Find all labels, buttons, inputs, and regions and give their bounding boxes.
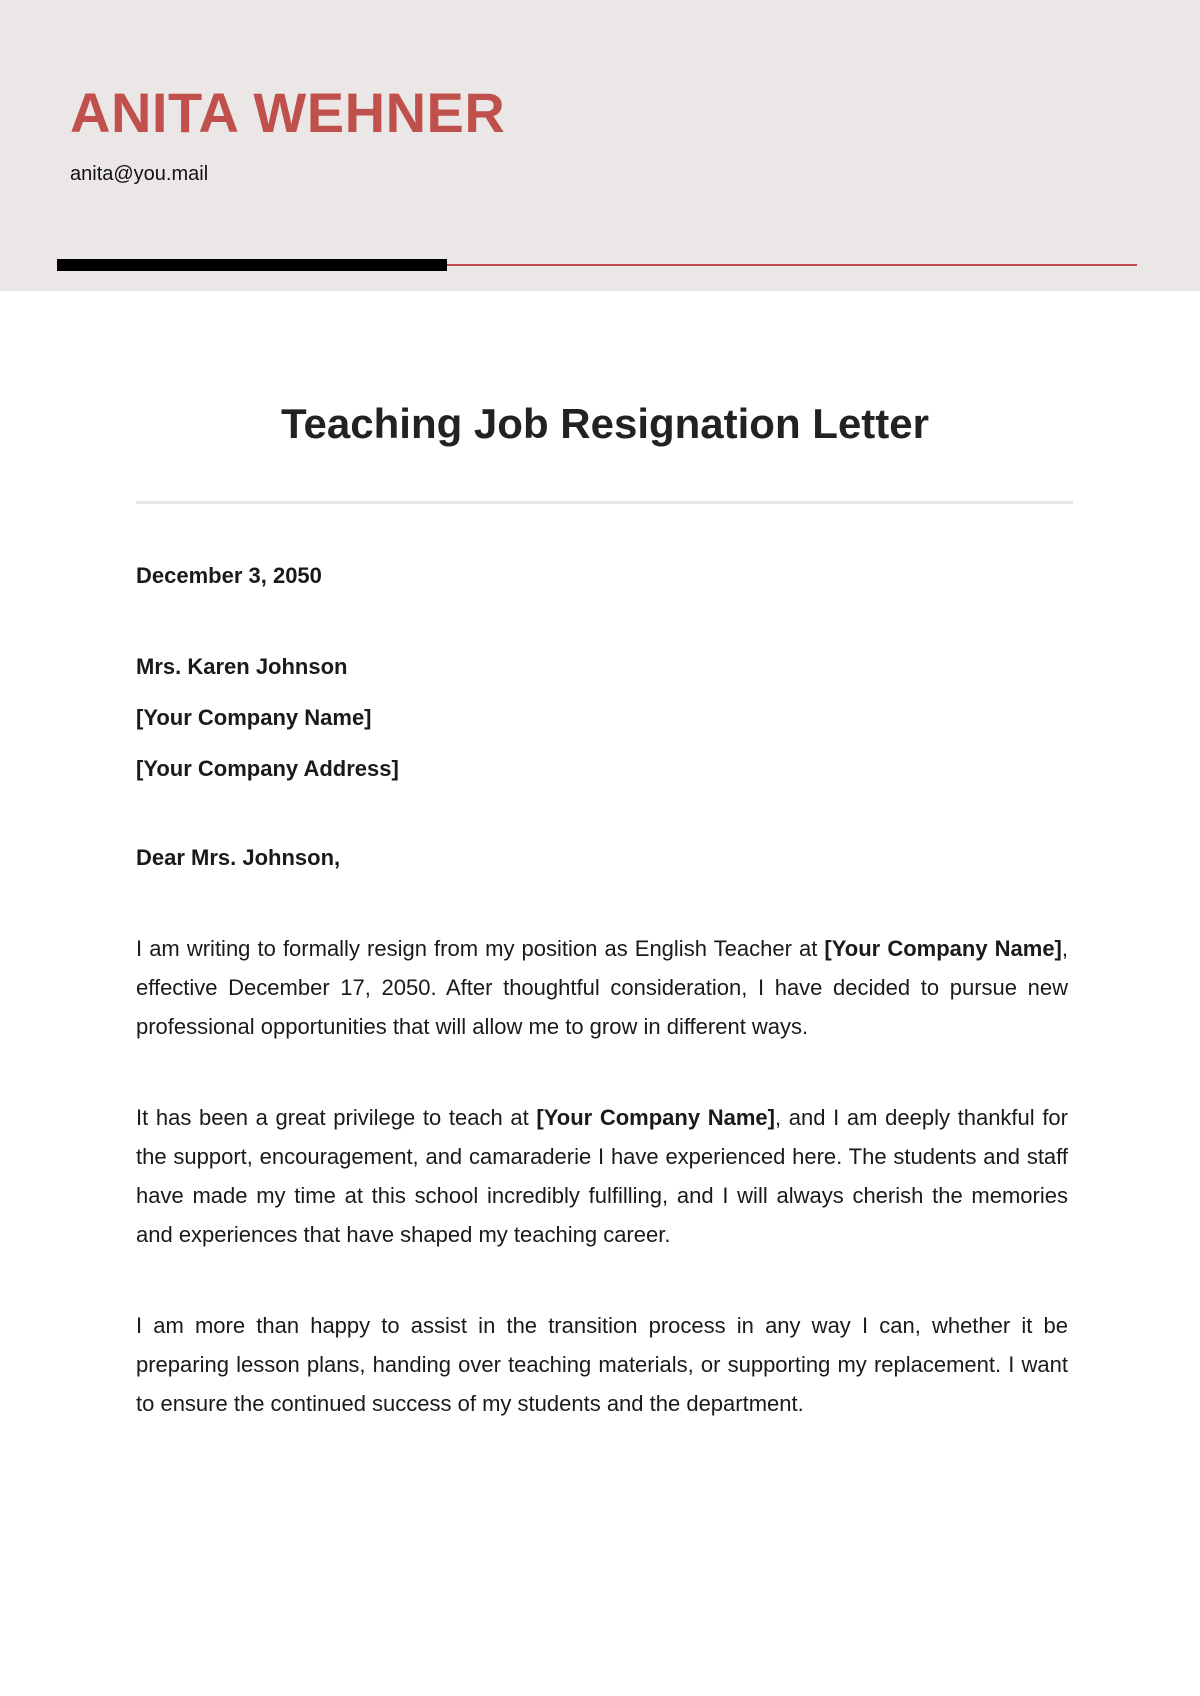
letter-body <box>136 556 1068 1423</box>
salutation: Dear Mrs. Johnson, <box>136 845 341 870</box>
accent-bar <box>57 259 447 271</box>
letter-title: Teaching Job Resignation Letter <box>281 400 929 447</box>
title-divider <box>136 501 1073 504</box>
letter-date: December 3, 2050 <box>136 563 322 588</box>
letterhead <box>0 0 1200 291</box>
sender-email: anita@you.mail <box>70 163 209 185</box>
paragraph-2: It has been a great privilege to teach at [Your Company Name], and I am deeply thankful for the support, encouragement, and camaraderie I have experienced here. The students and staff have made my time at this school incredibly fulfilling, and I will always cherish the memories and experiences that have shaped my teaching career. <box>136 1105 1068 1247</box>
recipient-name: Mrs. Karen Johnson <box>136 654 348 679</box>
accent-line <box>447 264 1137 266</box>
paragraph-3: I am more than happy to assist in the transition process in any way I can, whether it be preparing lesson plans, handing over teaching materials, or supporting my replacement. I want to ensure the continued success of my students and the department. <box>136 1313 1068 1416</box>
paragraph-1: I am writing to formally resign from my position as English Teacher at [Your Company Name], effective December 17, 2050. After thoughtful consideration, I have decided to pursue new professional opportunities that will allow me to grow in different ways. <box>136 936 1069 1039</box>
sender-name: ANITA WEHNER <box>70 81 506 144</box>
recipient-address: [Your Company Address] <box>136 756 399 781</box>
recipient-company: [Your Company Name] <box>136 705 372 730</box>
